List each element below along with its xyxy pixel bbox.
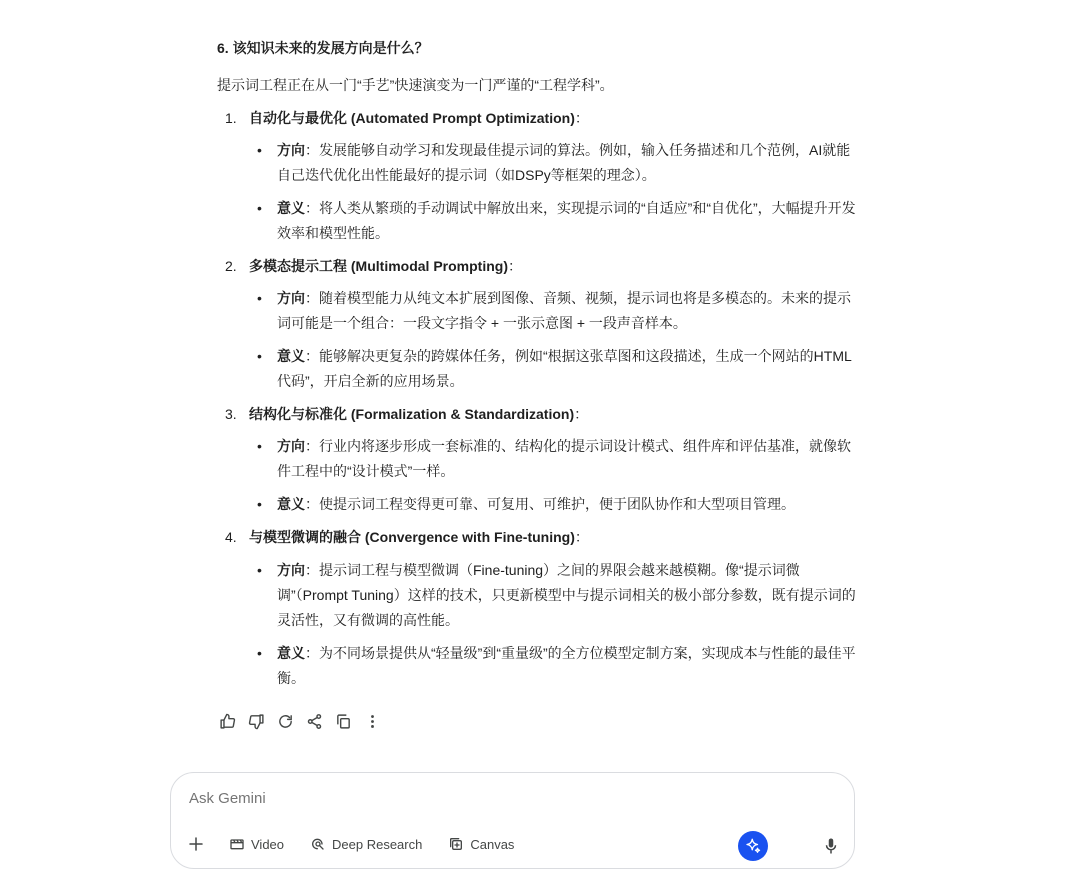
- bullet-dot: •: [257, 200, 262, 216]
- bullet-item: • 方向：随着模型能力从纯文本扩展到图像、音频、视频，提示词也将是多模态的。未来的提示词可能是一个组合：一段文字指令 + 一张示意图 + 一段声音样本。: [257, 286, 857, 336]
- list-item-title: 2. 多模态提示工程 (Multimodal Prompting)：: [225, 258, 522, 274]
- bullet-dot: •: [257, 142, 262, 158]
- thumbs-down-button[interactable]: [245, 710, 267, 732]
- bullet-item: • 意义：为不同场景提供从“轻量级”到“重量级”的全方位模型定制方案，实现成本与性能的最佳平衡。: [257, 641, 857, 691]
- bullet-dot: •: [257, 645, 262, 661]
- bullet-dot: •: [257, 496, 262, 512]
- bullet-dot: •: [257, 348, 262, 364]
- deep-research-icon: [310, 836, 326, 852]
- redo-button[interactable]: [274, 710, 296, 732]
- canvas-tool-label: Canvas: [470, 836, 515, 852]
- canvas-tool-button[interactable]: [448, 836, 514, 852]
- bullet-item: • 意义：将人类从繁琐的手动调试中解放出来，实现提示词的“自适应”和“自优化”，大幅提升开发效率和模型性能。: [257, 196, 857, 246]
- prompt-composer: [170, 772, 855, 869]
- video-tool-label: Video: [251, 836, 285, 852]
- list-item-title: 1. 自动化与最优化 (Automated Prompt Optimization)：: [225, 110, 589, 126]
- video-tool-button[interactable]: [229, 836, 284, 852]
- list-item-title: 4. 与模型微调的融合 (Convergence with Fine-tuning)：: [225, 529, 589, 545]
- list-item-title: 3. 结构化与标准化 (Formalization & Standardization)：: [225, 406, 589, 422]
- intro-paragraph: 提示词工程正在从一门“手艺”快速演变为一门严谨的“工程学科”。: [217, 77, 614, 93]
- share-button[interactable]: [303, 710, 325, 732]
- thumbs-up-button[interactable]: [216, 710, 238, 732]
- thumbs-up-icon: [219, 713, 236, 730]
- copy-icon: [335, 713, 352, 730]
- bullet-item: • 方向：提示词工程与模型微调（Fine-tuning）之间的界限会越来越模糊。像“提示词微调”（Prompt Tuning）这样的技术，只更新模型中与提示词相关的极小部分参数，既有提示词的灵活性，又有微调的高性能。: [257, 558, 857, 633]
- composer-toolbar: [185, 832, 540, 856]
- video-icon: [229, 836, 245, 852]
- thumbs-down-icon: [248, 713, 265, 730]
- bullet-item: • 方向：发展能够自动学习和发现最佳提示词的算法。例如，输入任务描述和几个范例，AI就能自己迭代优化出性能最好的提示词（如DSPy等框架的理念）。: [257, 138, 857, 188]
- deep-research-tool-button[interactable]: [310, 836, 422, 852]
- plus-icon: [187, 835, 205, 853]
- prompt-input[interactable]: [189, 790, 689, 807]
- bullet-dot: •: [257, 438, 262, 454]
- bullet-item: • 意义：使提示词工程变得更可靠、可复用、可维护，便于团队协作和大型项目管理。: [257, 492, 857, 517]
- copy-button[interactable]: [332, 710, 354, 732]
- bullet-item: • 意义：能够解决更复杂的跨媒体任务，例如“根据这张草图和这段描述，生成一个网站的HTML代码”，开启全新的应用场景。: [257, 344, 857, 394]
- sparkle-icon: [744, 837, 762, 855]
- canvas-icon: [448, 836, 464, 852]
- deep-research-tool-label: Deep Research: [332, 836, 423, 852]
- more-vert-icon: [364, 713, 381, 730]
- redo-icon: [277, 713, 294, 730]
- bullet-dot: •: [257, 290, 262, 306]
- microphone-icon: [822, 837, 840, 855]
- bullet-dot: •: [257, 562, 262, 578]
- microphone-button[interactable]: [819, 834, 843, 858]
- section-heading: 6. 该知识未来的发展方向是什么？: [217, 40, 429, 56]
- add-button[interactable]: [185, 833, 207, 855]
- share-icon: [306, 713, 323, 730]
- bullet-item: • 方向：行业内将逐步形成一套标准的、结构化的提示词设计模式、组件库和评估基准，就像软件工程中的“设计模式”一样。: [257, 434, 857, 484]
- more-options-button[interactable]: [361, 710, 383, 732]
- response-actions: [216, 710, 390, 732]
- gemini-spark-button[interactable]: [738, 831, 768, 861]
